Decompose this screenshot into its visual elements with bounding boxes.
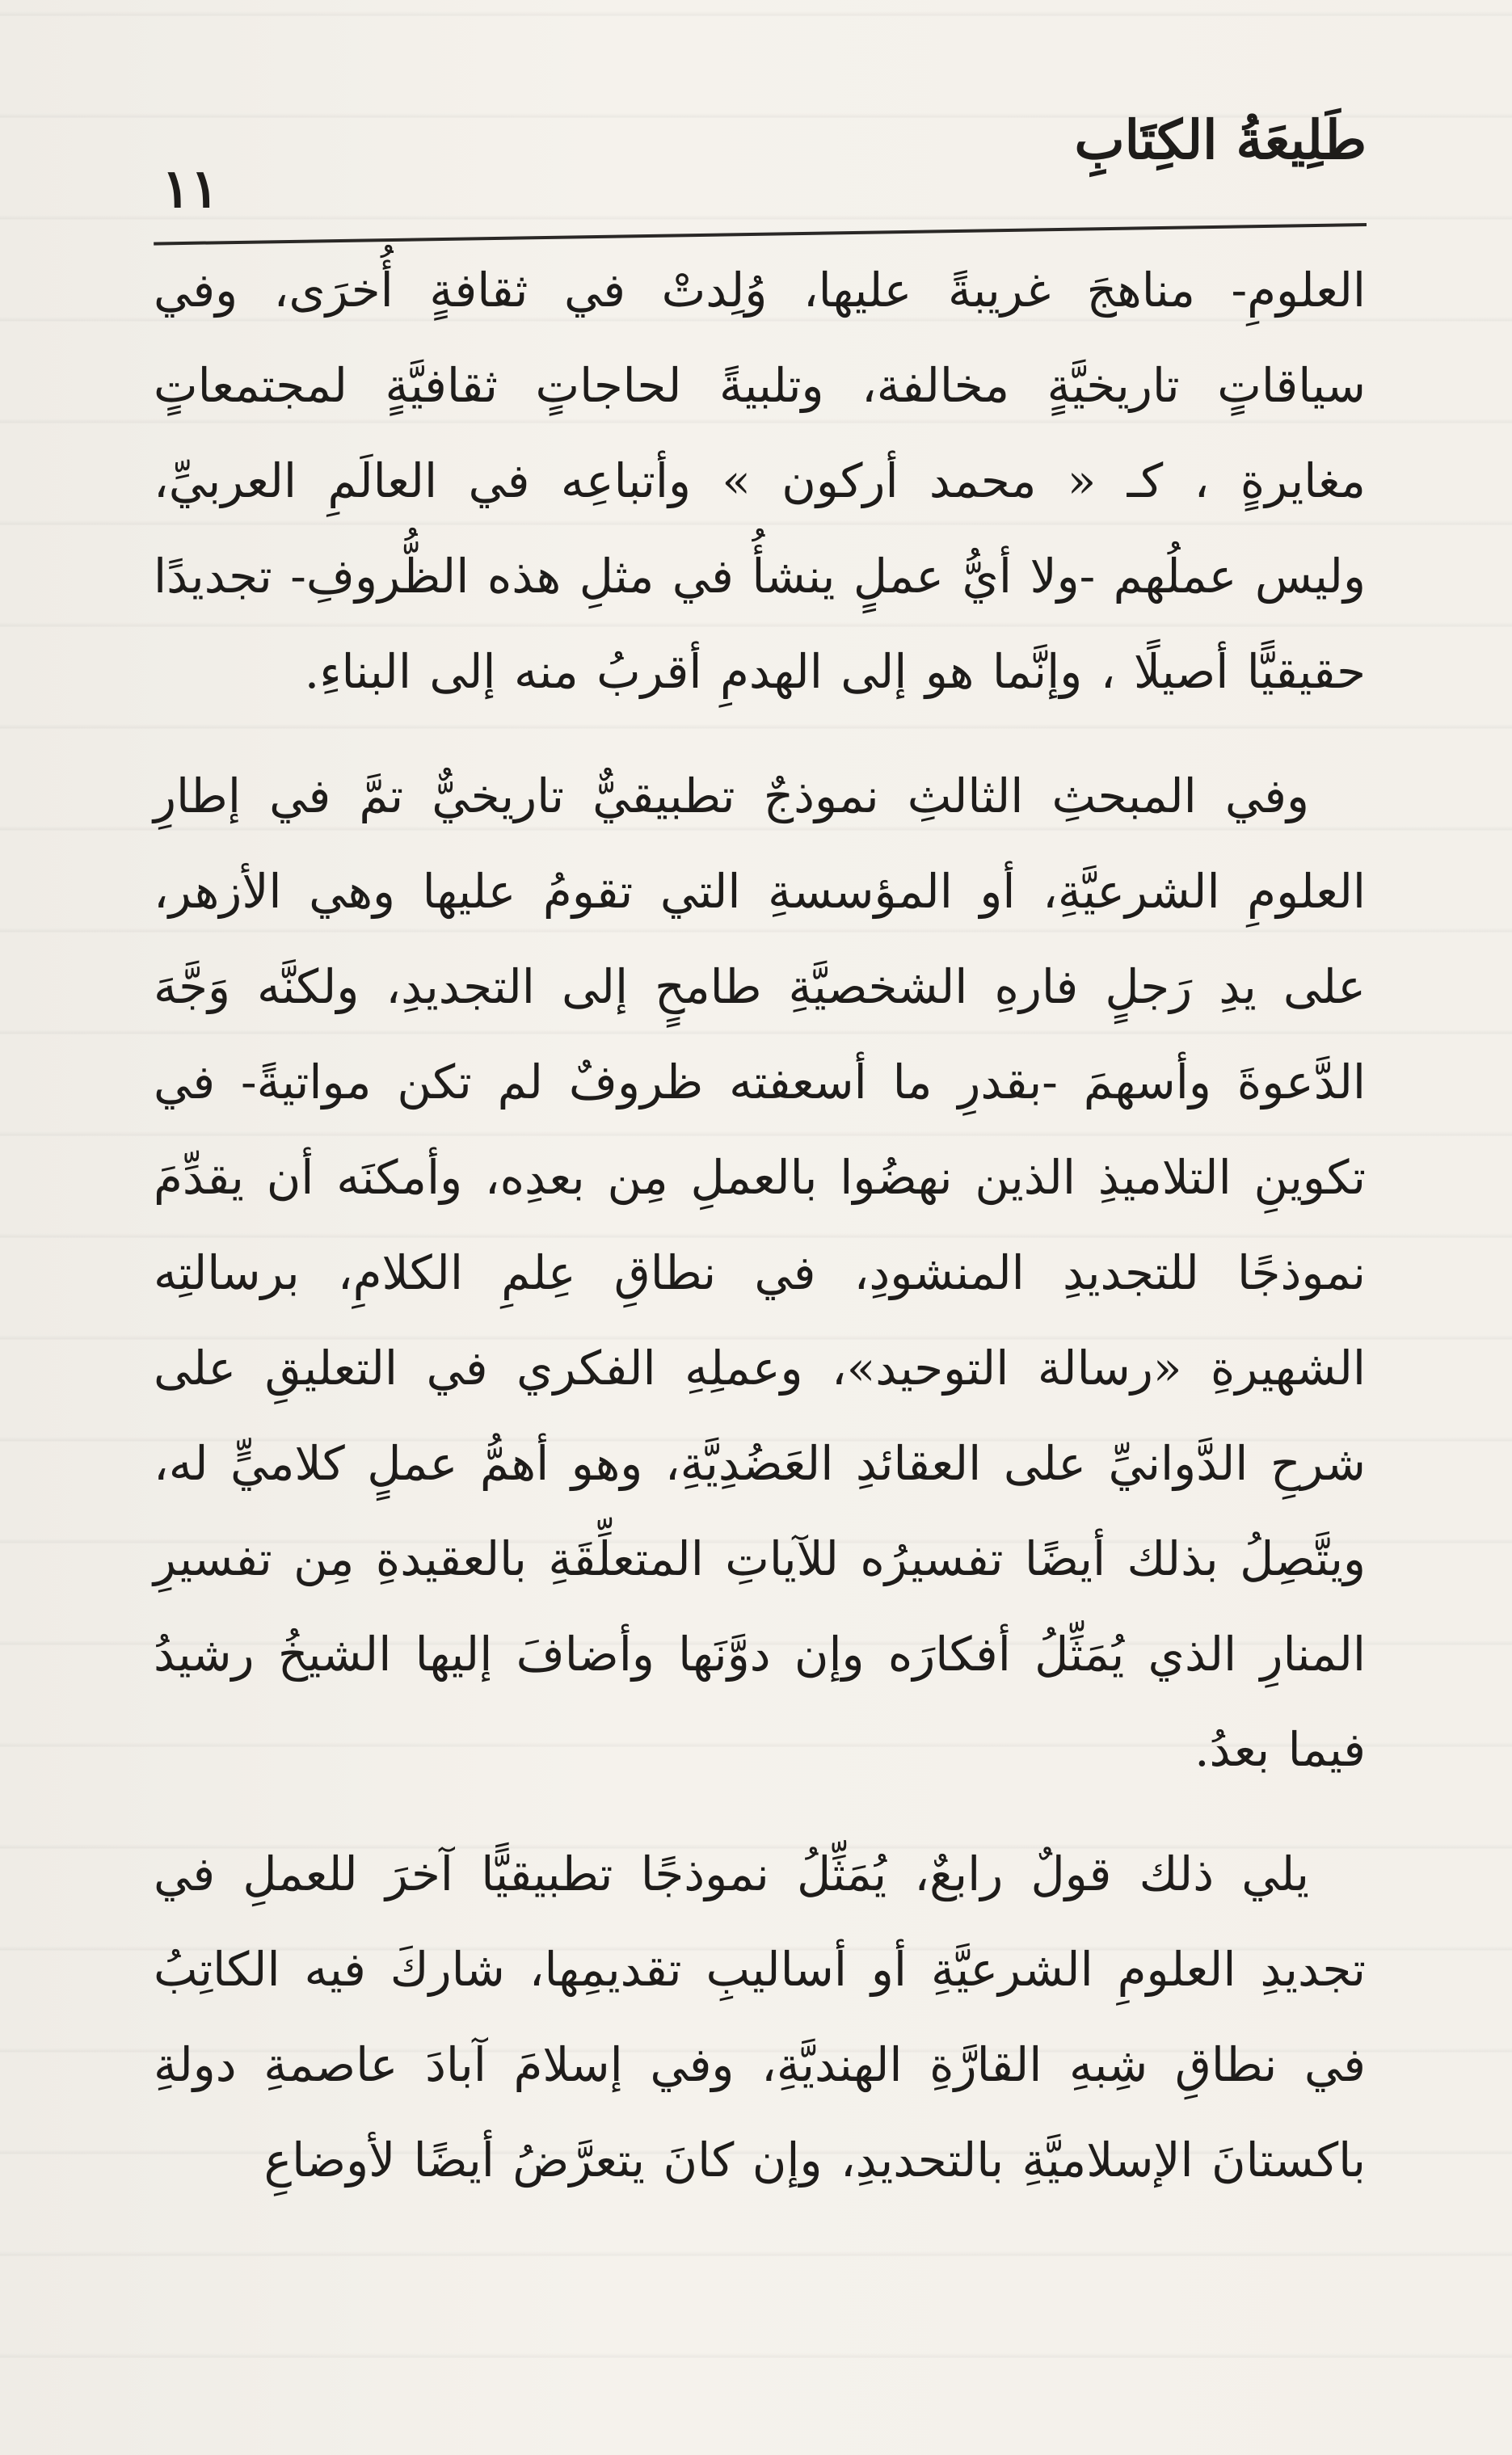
running-title: طَلِيعَةُ الكِتَابِ <box>1074 108 1367 171</box>
page-number: ١١ <box>162 157 219 220</box>
body-text <box>154 242 1366 2237</box>
paragraph-1: العلومِ- مناهجَ غريبةً عليها، وُلِدتْ في ثقافةٍ أُخرَى، وفي سياقاتٍ تاريخيَّةٍ مخالفة، وتلبيةً لحاجاتٍ ثقافيَّةٍ لمجتمعاتٍ مغايرةٍ ، كـ « محمد أركون » وأتباعِه في العالَمِ العربيِّ، وليس عملُهم -ولا أيُّ عملٍ ينشأُ في مثلِ هذه الظُّروفِ- تجديدًا حقيقيًّا أصيلًا ، وإنَّما هو إلى الهدمِ أقربُ منه إلى البناءِ. <box>154 263 1366 699</box>
paragraph-2: وفي المبحثِ الثالثِ نموذجٌ تطبيقيٌّ تاريخيٌّ تمَّ في إطارِ العلومِ الشرعيَّةِ، أو المؤسسةِ التي تقومُ عليها وهي الأزهر، على يدِ رَجلٍ فارهِ الشخصيَّةِ طامحٍ إلى التجديدِ، ولكنَّه وَجَّهَ الدَّعوةَ وأسهمَ -بقدرِ ما أسعفته ظروفٌ لم تكن مواتيةً- في تكوينِ التلاميذِ الذين نهضُوا بالعملِ مِن بعدِه، وأمكنَه أن يقدِّمَ نموذجًا للتجديدِ المنشودِ، في نطاقِ عِلمِ الكلامِ، برسالتِه الشهيرةِ «رسالة التوحيد»، وعملِهِ الفكري في التعليقِ على شرحِ الدَّوانيِّ على العقائدِ العَضُدِيَّةِ، وهو أهمُّ عملٍ كلاميٍّ له، ويتَّصِلُ بذلك أيضًا تفسيرُه للآياتِ المتعلِّقَةِ بالعقيدةِ مِن تفسيرِ المنارِ الذي يُمَثِّلُ أفكارَه وإن دوَّنَها وأضافَ إليها الشيخُ رشيدُ فيما بعدُ. <box>154 769 1367 1777</box>
page-header <box>154 81 1367 220</box>
paragraph-3: يلي ذلك قولٌ رابعٌ، يُمَثِّلُ نموذجًا تطبيقيًّا آخرَ للعملِ في تجديدِ العلومِ الشرعيَّةِ أو أساليبِ تقديمِها، شاركَ فيه الكاتِبُ في نطاقِ شِبهِ القارَّةِ الهنديَّةِ، وفي إسلامَ آبادَ عاصمةِ دولةِ باكستانَ الإسلاميَّةِ بالتحديدِ، وإن كانَ يتعرَّضُ أيضًا لأوضاعِ <box>154 1847 1366 2188</box>
